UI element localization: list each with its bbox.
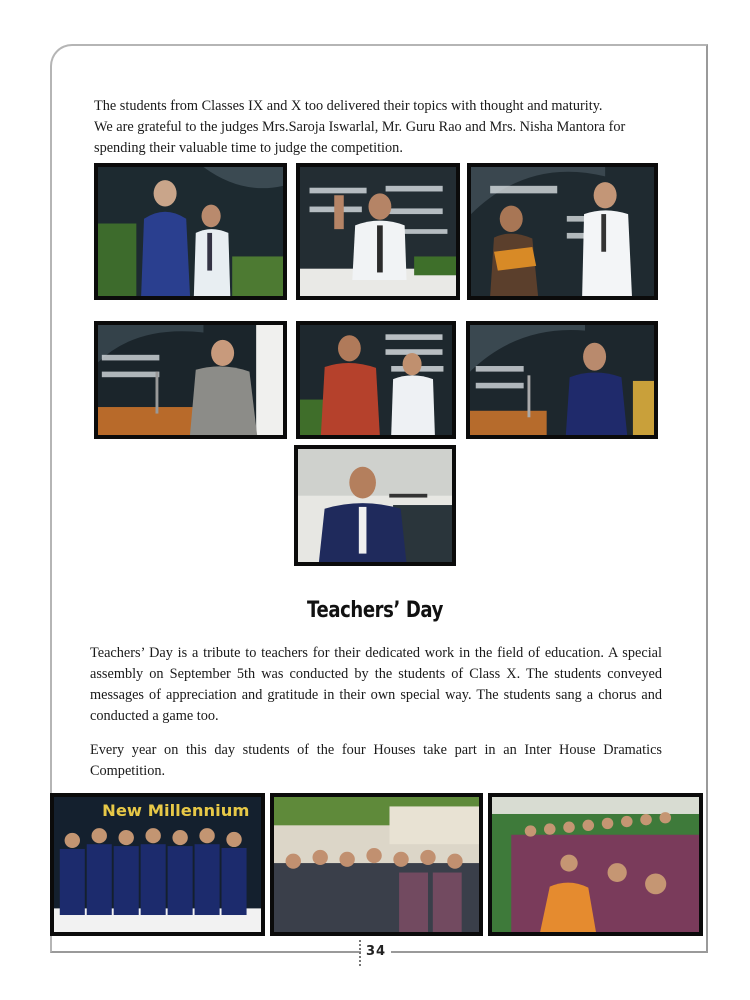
photo-audience-outdoor [270,793,483,936]
photo-student-speaker-closeup [294,445,456,566]
photo-student-speaking [296,163,460,300]
section-title: Teachers’ Day [307,598,443,623]
photo-student-at-microphone [466,321,658,439]
intro-line-2: We are grateful to the judges Mrs.Saroja Iswarlal, Mr. Guru Rao and Mrs. Nisha Mantora for spending their valuable time to judge the competition. [94,119,626,156]
photo-teacher-with-student [296,321,456,439]
intro-paragraph [94,96,674,159]
page-number: 34 [361,937,391,967]
photo-judge-at-podium [94,321,287,439]
banner-text: New Millennium [102,801,250,820]
teachers-day-paragraph: Teachers’ Day is a tribute to teachers for their dedicated work in the field of education. A special assembly on September 5th was conducted by the students of Class X. The students conveyed messages of appreciation and gratitude in their own special way. The students sang a chorus and conducted a game too. [90,645,662,724]
photo-judge-with-student [94,163,287,300]
photo-students-on-stage [50,793,265,936]
photo-judge-presenting [467,163,658,300]
photo-audience-seated [488,793,703,936]
intro-line-1: The students from Classes IX and X too delivered their topics with thought and maturity. [94,98,603,114]
dramatics-paragraph: Every year on this day students of the four Houses take part in an Inter House Dramatics Competition. [90,742,662,779]
